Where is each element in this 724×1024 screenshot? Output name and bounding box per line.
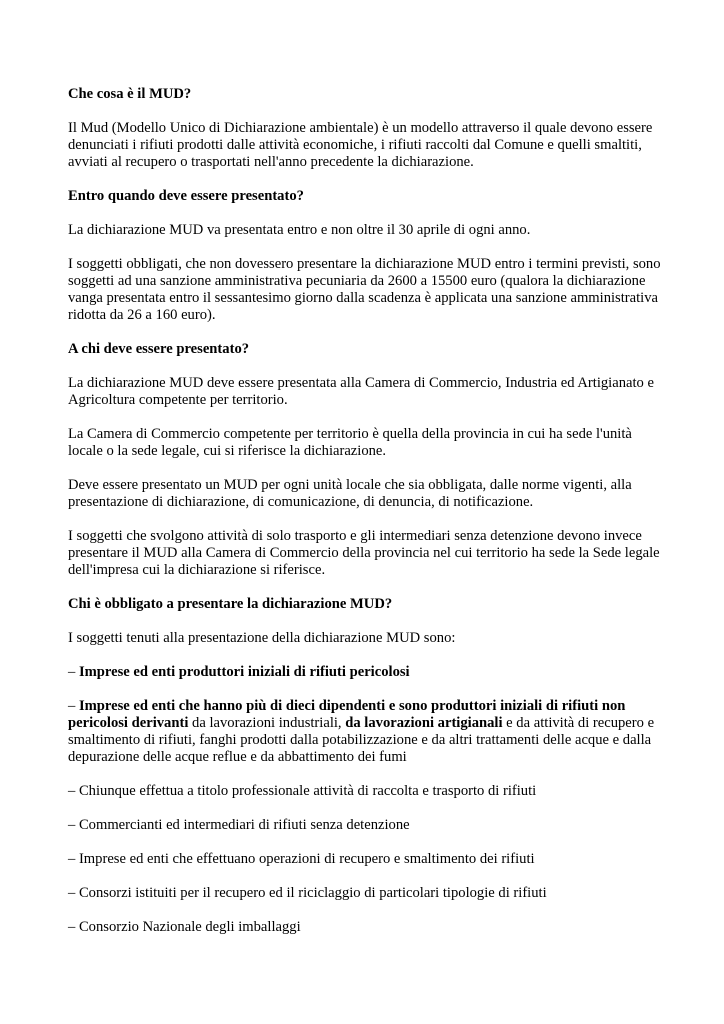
paragraph-competent-chamber: La Camera di Commercio competente per territorio è quella della provincia in cui ha sede l'unità locale o la sede legale, cui si riferisce la dichiarazione. [68,426,632,459]
list-item-bold-text: Imprese ed enti che hanno più di dieci dipendenti e sono produttori iniziali di rifiuti non pericolosi derivanti [68,698,626,731]
heading-deadline: Entro quando deve essere presentato? [68,188,304,204]
paragraph-transport-intermediaries: I soggetti che svolgono attività di solo trasporto e gli intermediari senza detenzione devono invece presentare il MUD alla Camera di Commercio della provincia nel cui territorio ha sede la Sede legale dell'impresa cui la dichiarazione si riferisce. [68,528,660,578]
heading-what-is-mud: Che cosa è il MUD? [68,86,192,102]
paragraph-obliged-intro: I soggetti tenuti alla presentazione della dichiarazione MUD sono: [68,630,456,646]
list-dash: – [68,664,79,680]
list-item-bold-text: Imprese ed enti produttori iniziali di rifiuti pericolosi [78,664,410,680]
heading-who-is-obliged: Chi è obbligato a presentare la dichiarazione MUD? [68,596,393,612]
paragraph-sanctions: I soggetti obbligati, che non dovessero presentare la dichiarazione MUD entro i termini previsti, sono soggetti ad una sanzione amministrativa pecuniaria da 2600 a 15500 euro (qualora la dichiarazione vanga presentata entro il sessantesimo giorno dalla scadenza è applicata una sanzione amministrativa ridotta da 26 a 160 euro). [68,256,661,323]
list-dash: – [68,698,79,714]
list-item-packaging-consortium: – Consorzio Nazionale degli imballaggi [68,919,301,935]
list-item-non-hazardous-producers [68,698,662,766]
list-item-traders-intermediaries: – Commercianti ed intermediari di rifiuti senza detenzione [68,817,410,833]
document-page [68,86,662,953]
list-item-collectors-transporters: – Chiunque effettua a titolo professionale attività di raccolta e trasporto di rifiuti [68,783,537,799]
list-item-consortia: – Consorzi istituiti per il recupero ed il riciclaggio di particolari tipologie di rifiuti [68,885,547,901]
list-item-text: da lavorazioni industriali, [188,715,346,731]
list-item-bold-text: da lavorazioni artigianali [345,715,503,731]
heading-who-receives: A chi deve essere presentato? [68,341,250,357]
list-item-hazardous-producers [68,664,662,681]
paragraph-deadline: La dichiarazione MUD va presentata entro e non oltre il 30 aprile di ogni anno. [68,222,531,238]
paragraph-mud-definition: Il Mud (Modello Unico di Dichiarazione ambientale) è un modello attraverso il quale devono essere denunciati i rifiuti prodotti dalle attività economiche, i rifiuti raccolti dal Comune e quelli smaltiti, avviati al recupero o trasportati nell'anno precedente la dichiarazione. [68,120,653,170]
list-item-recovery-disposal: – Imprese ed enti che effettuano operazioni di recupero e smaltimento dei rifiuti [68,851,535,867]
list-item-text: e da attività di recupero e smaltimento di rifiuti, fanghi prodotti dalla potabilizzazione e da altri trattamenti delle acque e dalla depurazione delle acque reflue e da abbattimento dei fumi [68,715,655,765]
paragraph-chamber-of-commerce: La dichiarazione MUD deve essere presentata alla Camera di Commercio, Industria ed Artigianato e Agricoltura competente per territorio. [68,375,654,408]
paragraph-per-local-unit: Deve essere presentato un MUD per ogni unità locale che sia obbligata, dalle norme vigenti, alla presentazione di dichiarazione, di comunicazione, di denuncia, di notificazione. [68,477,632,510]
